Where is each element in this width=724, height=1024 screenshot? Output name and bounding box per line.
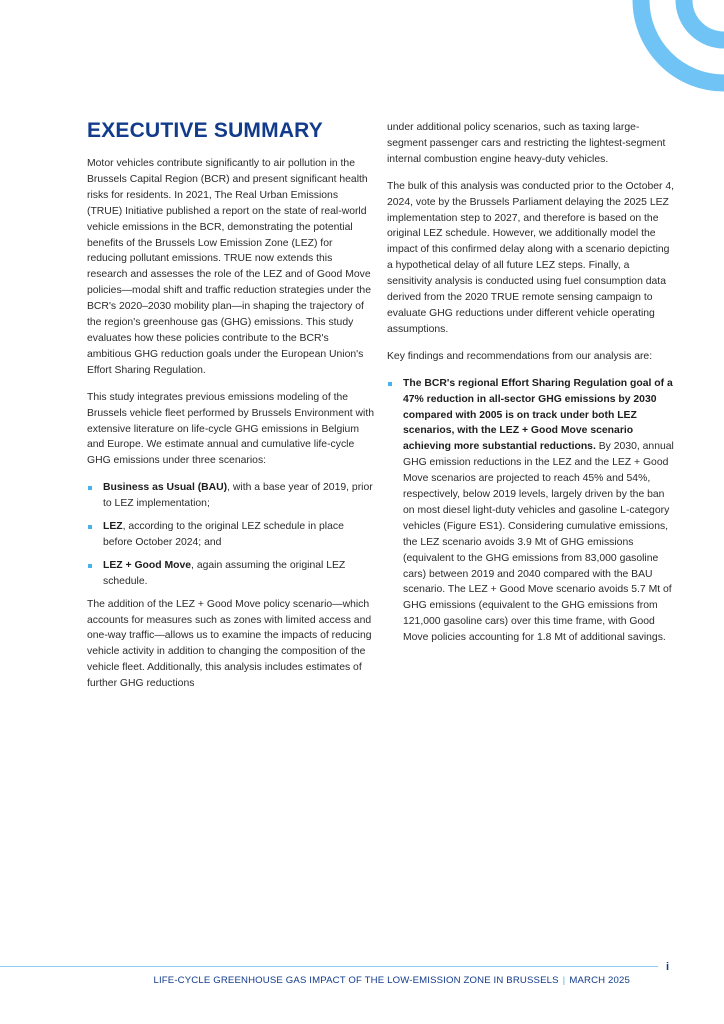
report-title: LIFE-CYCLE GREENHOUSE GAS IMPACT OF THE LOW-EMISSION ZONE IN BRUSSELS	[153, 975, 559, 986]
intro-paragraph: Motor vehicles contribute significantly to air pollution in the Brussels Capital Region (BCR) and present significant health risks for residents. In 2021, The Real Urban Emissions (TRUE) Initiative published a report on the state of real-world vehicle emissions in the BCR, demonstrating the potential benefits of the Brussels Low Emission Zone (LEZ) for reducing pollutant emissions. TRUE now extends this research and assesses the role of the LEZ and of Good Move policies—modal shift and traffic reduction strategies under the BCR's 2020–2030 mobility plan—in shaping the trajectory of the region's greenhouse gas (GHG) emissions. This study evaluates how these policies contribute to the BCR's ambitious GHG reduction goals under the European Union's Effort Sharing Regulation.	[87, 158, 371, 376]
methods-paragraph: This study integrates previous emissions modeling of the Brussels vehicle fleet performed by Brussels Environment with extensive literature on life-cycle GHG emissions in Belgium and Europe. We estimate annual and cumulative life-cycle GHG emissions under three scenarios:	[87, 391, 375, 467]
footer-separator: |	[562, 975, 566, 986]
finding-body: By 2030, annual GHG emission reductions in the LEZ and the LEZ + Good Move scenarios are projected to reach 45% and 54%, respectively, below 2019 levels, largely driven by the ban on most diesel light-duty vehicles and gasoline L-category vehicles (Figure ES1). Considering cumulative emissions, the LEZ scenario avoids 3.9 Mt of GHG emissions (equivalent to the GHG emissions from 83,000 gasoline cars) between 2019 and 2040 compared with the BAU scenario. The LEZ + Good Move scenario avoids 5.7 Mt of GHG emissions (equivalent to the GHG emissions from 121,000 gasoline cars) over this time frame, with Good Move policies accounting for 1.8 Mt of additional savings.	[403, 441, 674, 644]
finding-item	[387, 376, 675, 646]
delay-paragraph: The bulk of this analysis was conducted prior to the October 4, 2024, vote by the Brussels Parliament delaying the 2025 LEZ implementation step to 2027, and therefore is based on the original LEZ schedule. However, we additionally model the impact of this confirmed delay along with a scenario depicting a hypothetical delay of all future LEZ steps. Finally, a sensitivity analysis is conducted using fuel consumption data derived from the 2020 TRUE remote sensing campaign to evaluate GHG reductions under different vehicle operating assumptions.	[387, 180, 675, 335]
scenario-item-lez	[87, 519, 375, 551]
running-footer	[0, 975, 630, 986]
page-title: EXECUTIVE SUMMARY	[87, 119, 323, 142]
scenario-name: LEZ	[103, 521, 123, 533]
scenario-description: , again assuming the original LEZ schedule.	[103, 559, 346, 587]
left-column	[87, 118, 375, 703]
scenario-list	[87, 480, 375, 589]
key-findings-intro: Key findings and recommendations from our analysis are:	[387, 350, 653, 362]
scenario-description: , according to the original LEZ schedule in place before October 2024; and	[103, 521, 344, 548]
right-column	[387, 120, 675, 653]
continuation-paragraph: under additional policy scenarios, such as taxing large-segment passenger cars and restricting the lightest-segment internal combustion engine heavy-duty vehicles.	[387, 122, 666, 165]
scenario-item-bau	[87, 480, 375, 512]
footer-divider	[0, 966, 658, 967]
scenario-item-lez-good-move	[87, 558, 375, 590]
page-number: i	[666, 961, 670, 973]
scenario-description: , with a base year of 2019, prior to LEZ implementation;	[103, 482, 373, 510]
decorative-arcs	[594, 0, 724, 130]
scenario-name: Business as Usual (BAU)	[103, 482, 228, 494]
key-findings-list	[387, 376, 675, 646]
good-move-paragraph: The addition of the LEZ + Good Move policy scenario—which accounts for measures such as zones with limited access and one-way traffic—allows us to examine the impacts of reducing vehicle activity in addition to changing the composition of the vehicle fleet. Additionally, this analysis includes estimates of further GHG reductions	[87, 598, 372, 690]
finding-heading: The BCR's regional Effort Sharing Regulation goal of a 47% reduction in all-sector GHG emissions by 2030 compared with 2005 is on track under both LEZ scenarios, with the LEZ + Good Move scenario achieving more substantial reductions.	[403, 377, 673, 453]
scenario-name: LEZ + Good Move	[103, 559, 192, 571]
report-date: MARCH 2025	[569, 975, 630, 986]
